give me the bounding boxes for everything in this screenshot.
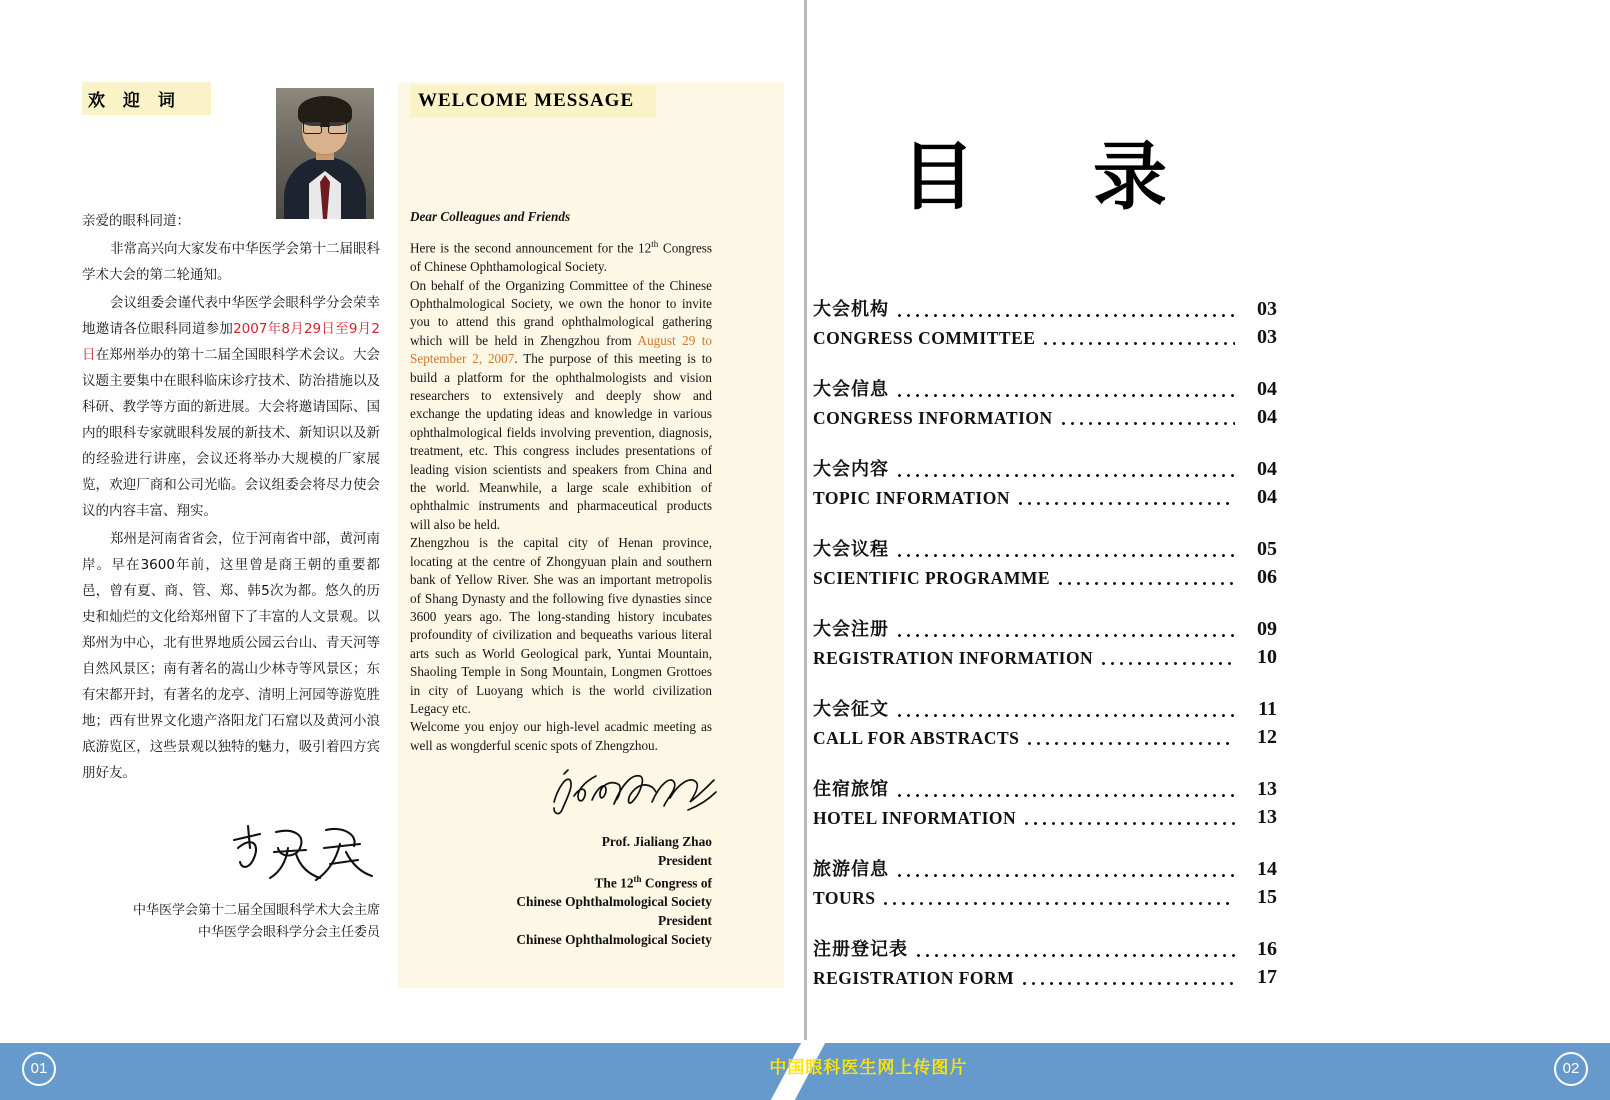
toc-group[interactable] bbox=[813, 535, 1277, 589]
english-paragraph-1 bbox=[410, 235, 712, 276]
toc-dot-leader bbox=[1099, 655, 1235, 669]
chinese-signature bbox=[230, 818, 380, 888]
toc-row bbox=[813, 695, 1277, 721]
toc-group[interactable] bbox=[813, 855, 1277, 909]
english-p1-b: Congress of Chinese Ophthamological Society. bbox=[410, 240, 712, 275]
toc-row bbox=[813, 566, 1277, 589]
toc-row bbox=[813, 806, 1277, 829]
toc-dot-leader bbox=[895, 707, 1235, 721]
toc-row bbox=[813, 406, 1277, 429]
toc-label-en: REGISTRATION FORM bbox=[813, 968, 1015, 988]
chinese-paragraph-1: 非常高兴向大家发布中华医学会第十二届眼科学术大会的第二轮通知。 bbox=[82, 241, 380, 283]
toc-row bbox=[813, 726, 1277, 749]
english-welcome-header bbox=[410, 85, 656, 117]
toc-page-number: 06 bbox=[1257, 566, 1277, 588]
toc-label-cn: 旅游信息 bbox=[813, 859, 889, 880]
chinese-title-2: 中华医学会眼科学分会主任委员 bbox=[197, 925, 380, 940]
toc-dot-leader bbox=[895, 307, 1235, 321]
chinese-title-1: 中华医学会第十二届全国眼科学术大会主席 bbox=[132, 903, 380, 918]
toc-list bbox=[813, 295, 1277, 1015]
toc-label-en: CONGRESS COMMITTEE bbox=[813, 328, 1036, 348]
english-heading: WELCOME MESSAGE bbox=[410, 85, 656, 117]
toc-group[interactable] bbox=[813, 615, 1277, 669]
toc-dot-leader bbox=[1059, 415, 1235, 429]
toc-label-cn: 大会内容 bbox=[813, 459, 889, 480]
english-title-congress: The 12th Congress of bbox=[594, 874, 712, 891]
toc-dot-leader bbox=[895, 387, 1235, 401]
watermark-text: 中国眼科医生网上传图片 bbox=[769, 1058, 968, 1078]
toc-page-number: 13 bbox=[1257, 806, 1277, 828]
toc-label-cn: 住宿旅馆 bbox=[813, 779, 889, 800]
page-gutter-highlight bbox=[807, 0, 809, 1040]
toc-page-number: 13 bbox=[1257, 778, 1277, 800]
toc-dot-leader bbox=[895, 627, 1235, 641]
toc-label-cn: 大会注册 bbox=[813, 619, 889, 640]
toc-row bbox=[813, 535, 1277, 561]
toc-dot-leader bbox=[1056, 575, 1235, 589]
toc-page-number: 10 bbox=[1257, 646, 1277, 668]
toc-row bbox=[813, 855, 1277, 881]
english-title-society-1: Chinese Ophthalmological Society bbox=[516, 894, 712, 910]
toc-dot-leader bbox=[895, 547, 1235, 561]
right-page bbox=[805, 0, 1610, 1100]
toc-row bbox=[813, 486, 1277, 509]
english-salutation: Dear Colleagues and Friends bbox=[410, 209, 571, 224]
toc-page-number: 17 bbox=[1257, 966, 1277, 988]
meeting-date-highlight: 2007年8月29日至9月2日 bbox=[82, 321, 380, 363]
toc-label-en: TOPIC INFORMATION bbox=[813, 488, 1010, 508]
english-p1-sup: th bbox=[651, 239, 659, 250]
toc-group[interactable] bbox=[813, 695, 1277, 749]
toc-dot-leader bbox=[1016, 495, 1235, 509]
toc-row bbox=[813, 295, 1277, 321]
toc-label-en: REGISTRATION INFORMATION bbox=[813, 648, 1094, 668]
toc-dot-leader bbox=[1025, 735, 1235, 749]
english-p2-a: On behalf of the Organizing Committee of the Chinese Ophthalmological Society, we own the honor to invite you to attend this grand ophthalmological gathering which will be held in Zhengzhou from bbox=[410, 277, 712, 348]
english-title-society-2: Chinese Ophthalmological Society bbox=[516, 932, 712, 948]
english-title-president-1: President bbox=[657, 853, 712, 868]
toc-row bbox=[813, 375, 1277, 401]
toc-label-cn: 大会议程 bbox=[813, 539, 889, 560]
toc-title: 目 录 bbox=[901, 134, 1189, 220]
toc-row bbox=[813, 775, 1277, 801]
english-p2-b: . The purpose of this meeting is to build a platform for the ophthalmologists and vision researchers to extensively and deeply show and exchange the updating ideas and knowledge in various ophthalmological fields involving prevention, diagnosis, treatment, etc. This congress includes presentations of leading vision scientists and speakers from China and the world. Meanwhile, a large scale exhibition of ophthalmic instruments and pharmaceutical products will also be held. bbox=[410, 351, 712, 532]
toc-page-number: 03 bbox=[1257, 326, 1277, 348]
toc-page-number: 09 bbox=[1257, 618, 1277, 640]
toc-dot-leader bbox=[1022, 815, 1235, 829]
toc-dot-leader bbox=[895, 787, 1235, 801]
toc-page-number: 04 bbox=[1257, 378, 1277, 400]
toc-page-number: 11 bbox=[1258, 698, 1277, 720]
toc-row bbox=[813, 966, 1277, 989]
toc-label-en: HOTEL INFORMATION bbox=[813, 808, 1017, 828]
toc-dot-leader bbox=[914, 947, 1235, 961]
toc-row bbox=[813, 326, 1277, 349]
glasses-icon bbox=[303, 121, 347, 132]
toc-label-en: SCIENTIFIC PROGRAMME bbox=[813, 568, 1051, 588]
chinese-welcome-body bbox=[82, 208, 380, 788]
toc-row bbox=[813, 455, 1277, 481]
chinese-signature-titles bbox=[82, 900, 380, 944]
chinese-heading: 欢 迎 词 bbox=[82, 82, 211, 115]
toc-label-cn: 大会信息 bbox=[813, 379, 889, 400]
english-p1-a: Here is the second announcement for the 12 bbox=[410, 240, 652, 256]
toc-dot-leader bbox=[1041, 335, 1235, 349]
toc-dot-leader bbox=[895, 867, 1235, 881]
english-title-president-2: President bbox=[657, 913, 712, 929]
chinese-paragraph-3: 郑州是河南省省会，位于河南省中部，黄河南岸。早在3600年前，这里曾是商王朝的重要都邑，曾有夏、商、管、郑、韩5次为都。悠久的历史和灿烂的文化给郑州留下了丰富的人文景观。以郑州为中心，北有世界地质公园云台山、青天河等自然风景区；南有著名的嵩山少林寺等风景区；东有宋都开封，有著名的龙亭、清明上河园等游览胜地；西有世界文化遗产洛阳龙门石窟以及黄河小浪底游览区，这些景观以独特的魅力，吸引着四方宾朋好友。 bbox=[82, 531, 380, 781]
toc-page-number: 15 bbox=[1257, 886, 1277, 908]
folio-left: 01 bbox=[22, 1052, 56, 1086]
president-portrait-photo bbox=[276, 88, 374, 219]
toc-dot-leader bbox=[881, 895, 1235, 909]
toc-page-number: 04 bbox=[1257, 406, 1277, 428]
toc-group[interactable] bbox=[813, 935, 1277, 989]
english-congress-dates: August 29 to September 2, 2007 bbox=[410, 332, 712, 367]
toc-page-number: 03 bbox=[1257, 298, 1277, 320]
toc-dot-leader bbox=[895, 467, 1235, 481]
english-title-name: Prof. Jialiang Zhao bbox=[601, 834, 712, 849]
toc-row bbox=[813, 935, 1277, 961]
toc-page-number: 04 bbox=[1257, 458, 1277, 480]
toc-label-cn: 大会征文 bbox=[813, 699, 889, 720]
toc-group[interactable] bbox=[813, 455, 1277, 509]
english-signature-titles bbox=[410, 832, 712, 949]
chinese-salutation: 亲爱的眼科同道： bbox=[82, 213, 190, 229]
toc-label-cn: 注册登记表 bbox=[813, 939, 908, 960]
folio-right: 02 bbox=[1554, 1052, 1588, 1086]
toc-row bbox=[813, 646, 1277, 669]
toc-page-number: 04 bbox=[1257, 486, 1277, 508]
toc-page-number: 12 bbox=[1257, 726, 1277, 748]
toc-label-cn: 大会机构 bbox=[813, 299, 889, 320]
toc-page-number: 16 bbox=[1257, 938, 1277, 960]
bottom-decor-bar bbox=[0, 1043, 1610, 1100]
toc-group[interactable] bbox=[813, 295, 1277, 349]
toc-page-number: 05 bbox=[1257, 538, 1277, 560]
english-welcome-body bbox=[410, 208, 712, 755]
english-paragraph-4: Welcome you enjoy our high-level acadmic meeting as well as wongderful scenic spots of Zhengzhou. bbox=[410, 719, 712, 753]
toc-label-en: CALL FOR ABSTRACTS bbox=[813, 728, 1020, 748]
toc-page-number: 14 bbox=[1257, 858, 1277, 880]
toc-label-en: TOURS bbox=[813, 888, 876, 908]
toc-row bbox=[813, 886, 1277, 909]
english-signature bbox=[548, 762, 718, 818]
toc-label-en: CONGRESS INFORMATION bbox=[813, 408, 1053, 428]
toc-dot-leader bbox=[1020, 975, 1235, 989]
english-paragraph-2 bbox=[410, 277, 712, 535]
toc-group[interactable] bbox=[813, 375, 1277, 429]
toc-row bbox=[813, 615, 1277, 641]
toc-group[interactable] bbox=[813, 775, 1277, 829]
chinese-paragraph-2: 会议组委会谨代表中华医学会眼科学分会荣幸地邀请各位眼科同道参加2007年8月29日至9月2日在郑州举办的第十二届全国眼科学术会议。大会议题主要集中在眼科临床诊疗技术、防治措施以及科研、教学等方面的新进展。大会将邀请国际、国内的眼科专家就眼科发展的新技术、新知识以及新的经验进行讲座，会议还将举办大规模的厂家展览，欢迎厂商和公司光临。会议组委会将尽力使会议的内容丰富、翔实。 bbox=[82, 295, 381, 519]
english-paragraph-3: Zhengzhou is the capital city of Henan province, locating at the centre of Zhongyuan plain and southern bank of Yellow River. She was an important metropolis of Shang Dynasty and the following five dynasties since 3600 years ago. The long-standing history incubates profoundity of civilization and bequeaths various literal arts such as World Geological park, Yuntai Mountain, Shaoling Temple in Song Mountain, Longmen Grottoes in city of Luoyang which is the world civilization Legacy etc. bbox=[410, 535, 712, 716]
